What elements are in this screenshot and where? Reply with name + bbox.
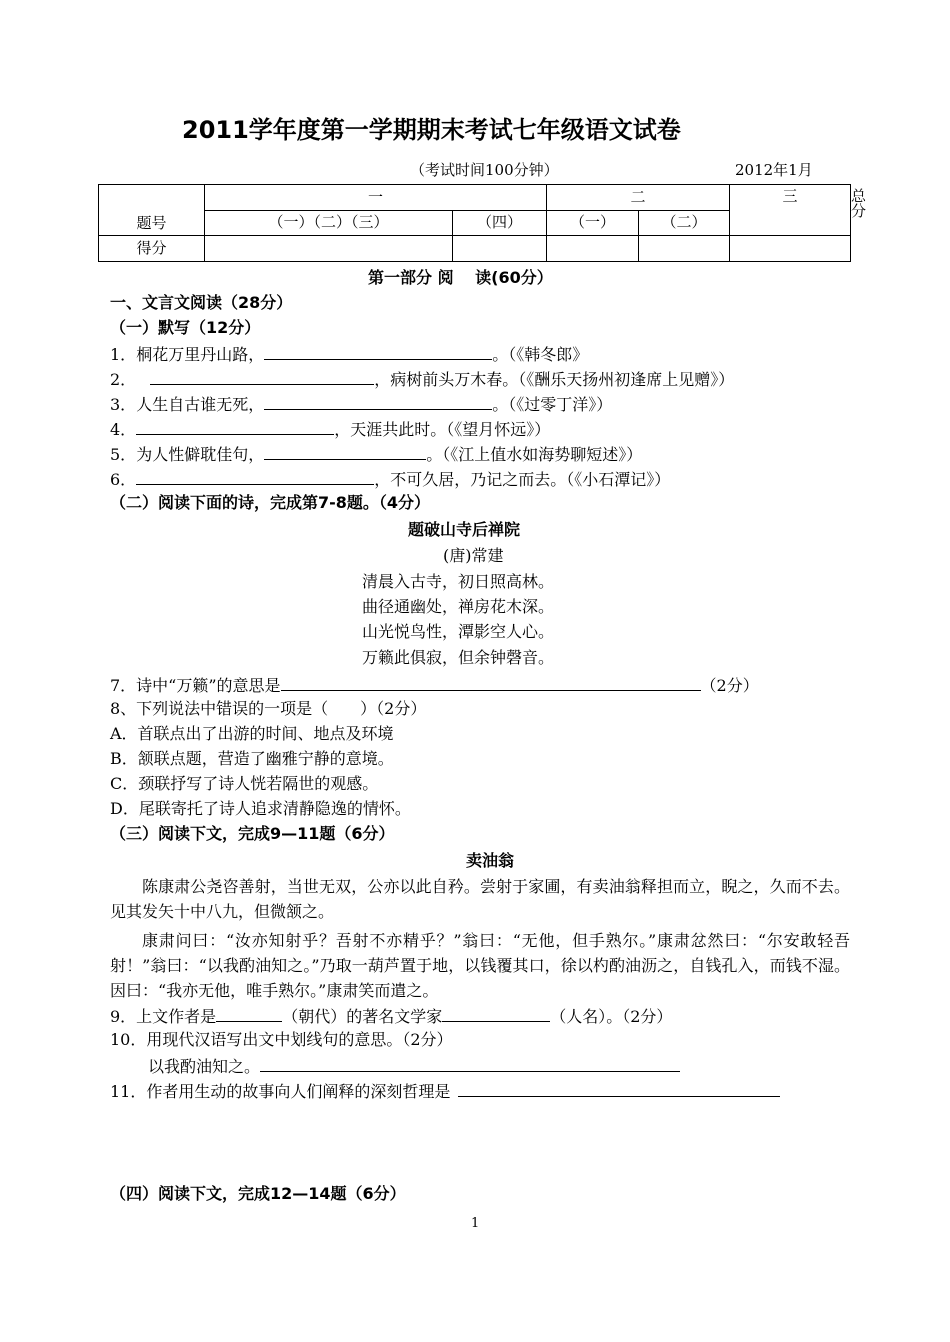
poem-line: 山光悦鸟性，潭影空人心。 bbox=[362, 622, 555, 641]
sub-header-1-3: （一）（二）（三） bbox=[205, 211, 453, 235]
answer-blank[interactable] bbox=[260, 1057, 680, 1072]
part-heading: 第一部分 阅 读(60分） bbox=[368, 268, 553, 287]
question-10-quote: 以我酌油知之。 bbox=[148, 1057, 680, 1075]
answer-blank[interactable] bbox=[281, 676, 701, 691]
exam-time: （考试时间100分钟） bbox=[410, 161, 559, 179]
score-cell bbox=[205, 235, 453, 261]
story-paragraph: 康肃问曰：“汝亦知射乎？吾射不亦精乎？”翁曰：“无他，但手熟尔。”康肃忿然曰：“尔安敢轻吾射！”翁曰：“以我酌油知之。”乃取一葫芦置于地，以钱覆其口，徐以杓酌油沥之，自钱孔入，而钱不湿。因曰：“我亦无他，唯手熟尔。”康肃笑而遣之。 bbox=[110, 931, 850, 1000]
option-a: A．首联点出了出游的时间、地点及环境 bbox=[110, 724, 394, 743]
poem-title: 题破山寺后禅院 bbox=[408, 520, 521, 539]
poem-line: 清晨入古寺，初日照高林。 bbox=[362, 572, 555, 591]
poem-line: 曲径通幽处，禅房花木深。 bbox=[362, 597, 555, 616]
question-8: 8、下列说法中错误的一项是（ ）（2分） bbox=[110, 699, 427, 718]
section-three-header: 三 bbox=[730, 185, 851, 236]
sub-header-2-1: （一） bbox=[547, 211, 639, 235]
section-one-header: 一 bbox=[205, 185, 547, 211]
dictation-item-4: 4． ，天涯共此时。（《望月怀远》） bbox=[110, 420, 551, 439]
score-table: 题号 一 二 三 总分 （一）（二）（三） （四） （一） （二） 得分 bbox=[98, 184, 851, 262]
question-11: 11．作者用生动的故事向人们阐释的深刻哲理是 bbox=[110, 1082, 780, 1100]
dictation-item-1: 1．桐花万里丹山路， 。（《韩冬郎》 bbox=[110, 345, 589, 364]
subsection-heading: （二）阅读下面的诗，完成第7-8题。（4分） bbox=[110, 493, 431, 512]
question-10: 10．用现代汉语写出文中划线句的意思。（2分） bbox=[110, 1030, 453, 1049]
dictation-item-6: 6． ，不可久居，乃记之而去。（《小石潭记》） bbox=[110, 470, 671, 489]
answer-blank[interactable] bbox=[216, 1007, 282, 1022]
sub-header-2-2: （二） bbox=[639, 211, 730, 235]
answer-blank[interactable] bbox=[136, 420, 334, 435]
poem-author: (唐)常建 bbox=[443, 546, 504, 565]
poem-line: 万籁此俱寂，但余钟磬音。 bbox=[362, 648, 555, 667]
score-label: 得分 bbox=[99, 235, 205, 261]
option-d: D．尾联寄托了诗人追求清静隐逸的情怀。 bbox=[110, 799, 411, 818]
section-heading: 一、文言文阅读（28分） bbox=[110, 293, 293, 312]
subsection-heading: （一）默写（12分） bbox=[110, 318, 261, 337]
subsection-heading: （三）阅读下文，完成9—11题（6分） bbox=[110, 824, 395, 843]
answer-blank[interactable] bbox=[264, 395, 492, 410]
section-two-header: 二 bbox=[547, 185, 730, 211]
story-paragraph: 陈康肃公尧咨善射，当世无双，公亦以此自矜。尝射于家圃，有卖油翁释担而立，睨之，久而不去。见其发矢十中八九，但微颔之。 bbox=[110, 877, 850, 921]
option-c: C．颈联抒写了诗人恍若隔世的观感。 bbox=[110, 774, 379, 793]
question-9: 9．上文作者是 （朝代）的著名文学家 （人名）。（2分） bbox=[110, 1007, 673, 1026]
question-number-label: 题号 bbox=[99, 185, 205, 236]
score-cell bbox=[730, 235, 851, 261]
page-title: 2011学年度第一学期期末考试七年级语文试卷 bbox=[182, 116, 681, 144]
answer-blank[interactable] bbox=[264, 345, 492, 360]
score-cell bbox=[547, 235, 639, 261]
subsection-heading: （四）阅读下文，完成12—14题（6分） bbox=[110, 1184, 406, 1203]
story-title: 卖油翁 bbox=[466, 851, 515, 870]
answer-blank[interactable] bbox=[458, 1082, 780, 1097]
answer-blank[interactable] bbox=[442, 1007, 550, 1022]
score-cell bbox=[453, 235, 547, 261]
answer-blank[interactable] bbox=[264, 445, 426, 460]
answer-blank[interactable] bbox=[150, 370, 374, 385]
dictation-item-5: 5．为人性僻耽佳句， 。（《江上值水如海势聊短述》） bbox=[110, 445, 643, 464]
dictation-item-3: 3．人生自古谁无死， 。（《过零丁洋》） bbox=[110, 395, 613, 414]
question-7: 7．诗中“万籁”的意思是 （2分） bbox=[110, 676, 759, 695]
sub-header-4: （四） bbox=[453, 211, 547, 235]
page-number: 1 bbox=[471, 1216, 480, 1231]
score-cell bbox=[639, 235, 730, 261]
answer-blank[interactable] bbox=[136, 470, 374, 485]
option-b: B．颔联点题，营造了幽雅宁静的意境。 bbox=[110, 749, 394, 768]
dictation-item-2: 2． ，病树前头万木春。（《酬乐天扬州初逢席上见赠》） bbox=[110, 370, 735, 389]
exam-date: 2012年1月 bbox=[735, 161, 813, 179]
